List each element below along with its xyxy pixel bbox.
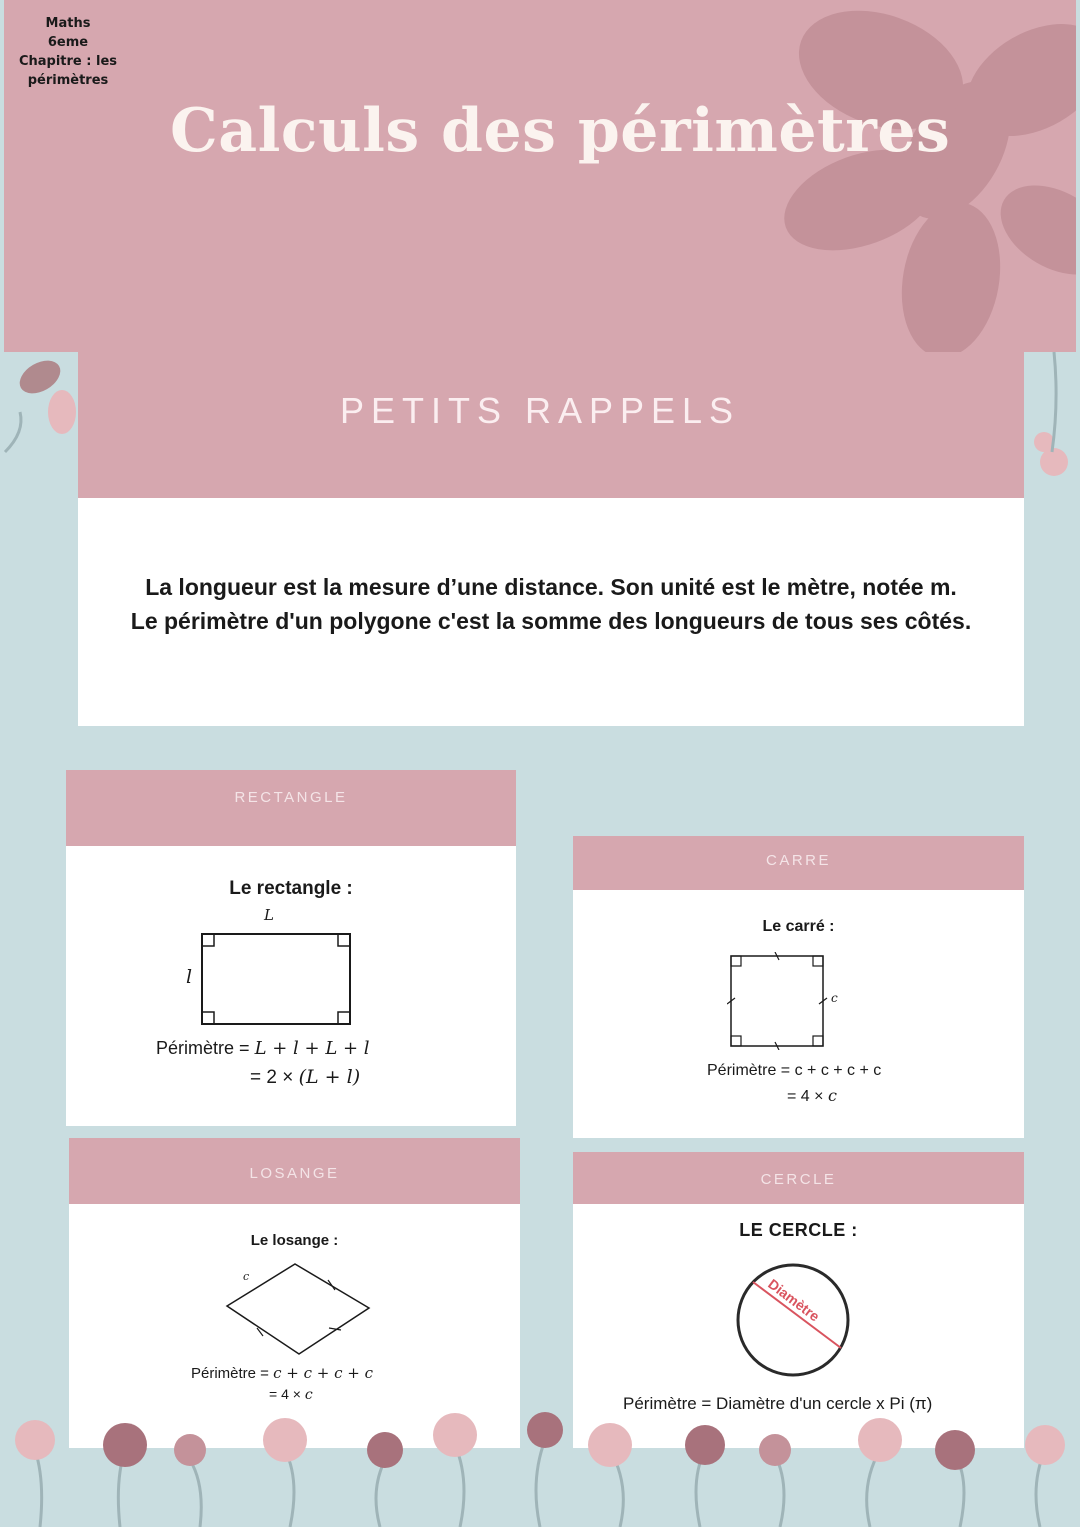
cercle-card-header: CERCLE bbox=[573, 1152, 1024, 1204]
carre-card bbox=[573, 836, 1024, 1138]
length-definition: La longueur est la mesure d’une distance. Son unité est le mètre, notée m. bbox=[145, 574, 957, 600]
formula-prefix: = 4 × bbox=[269, 1386, 301, 1402]
rectangle-subtitle: Le rectangle : bbox=[229, 878, 353, 899]
carre-subtitle: Le carré : bbox=[762, 918, 835, 935]
perimeter-definition: Le périmètre d'un polygone c'est la somme des longueurs de tous ses côtés. bbox=[130, 608, 972, 634]
rectangle-card bbox=[66, 770, 516, 1126]
rectangle-formula-line1 bbox=[156, 1038, 370, 1059]
rhombus-shape-icon bbox=[225, 1262, 371, 1356]
bottom-flowers-decoration-icon bbox=[0, 1390, 1080, 1527]
cercle-subtitle: LE CERCLE : bbox=[739, 1220, 858, 1240]
page-title: Calculs des périmètres bbox=[170, 96, 951, 166]
formula-label: Périmètre = bbox=[191, 1365, 269, 1382]
formula-expression: c + c + c + c bbox=[273, 1364, 374, 1382]
rectangle-shape-icon bbox=[200, 932, 352, 1028]
losange-card-header: LOSANGE bbox=[69, 1138, 520, 1204]
formula-expression: (L + l) bbox=[298, 1066, 361, 1088]
rectangle-length-label: L bbox=[264, 906, 274, 924]
formula-variable: c bbox=[827, 1086, 837, 1105]
rappels-text bbox=[78, 570, 1024, 638]
chapter-topic-line: périmètres bbox=[27, 73, 109, 88]
flower-decoration-icon bbox=[766, 0, 1076, 352]
carre-formula-line2 bbox=[787, 1086, 837, 1106]
cercle-formula: Périmètre = Diamètre d'un cercle x Pi (π) bbox=[623, 1394, 933, 1413]
subject-label bbox=[18, 14, 118, 90]
circle-shape-icon bbox=[733, 1262, 853, 1382]
rappels-heading: PETITS RAPPELS bbox=[339, 390, 741, 431]
carre-card-header: CARRE bbox=[573, 836, 1024, 890]
formula-variable: c bbox=[304, 1387, 313, 1403]
subject-line: Maths bbox=[45, 16, 91, 31]
square-shape-icon bbox=[727, 952, 837, 1050]
rectangle-formula-line2 bbox=[250, 1066, 360, 1089]
diameter-label: Diamètre bbox=[765, 1275, 823, 1325]
losange-subtitle: Le losange : bbox=[250, 1232, 339, 1249]
rectangle-card-header: RECTANGLE bbox=[66, 770, 516, 846]
rhombus-side-label: c bbox=[243, 1270, 250, 1283]
carre-formula-line1: Périmètre = c + c + c + c bbox=[707, 1062, 882, 1079]
rectangle-width-label: l bbox=[186, 966, 193, 988]
square-side-label: c bbox=[831, 991, 838, 1005]
header-banner bbox=[4, 0, 1076, 352]
formula-prefix: = 4 × bbox=[787, 1088, 824, 1105]
formula-expression: L + l + L + l bbox=[254, 1038, 370, 1059]
formula-prefix: = 2 × bbox=[250, 1067, 294, 1088]
grade-line: 6eme bbox=[47, 35, 89, 50]
losange-formula-line1 bbox=[191, 1364, 373, 1382]
chapter-line: Chapitre : les bbox=[18, 54, 118, 69]
formula-label: Périmètre = bbox=[156, 1038, 250, 1058]
